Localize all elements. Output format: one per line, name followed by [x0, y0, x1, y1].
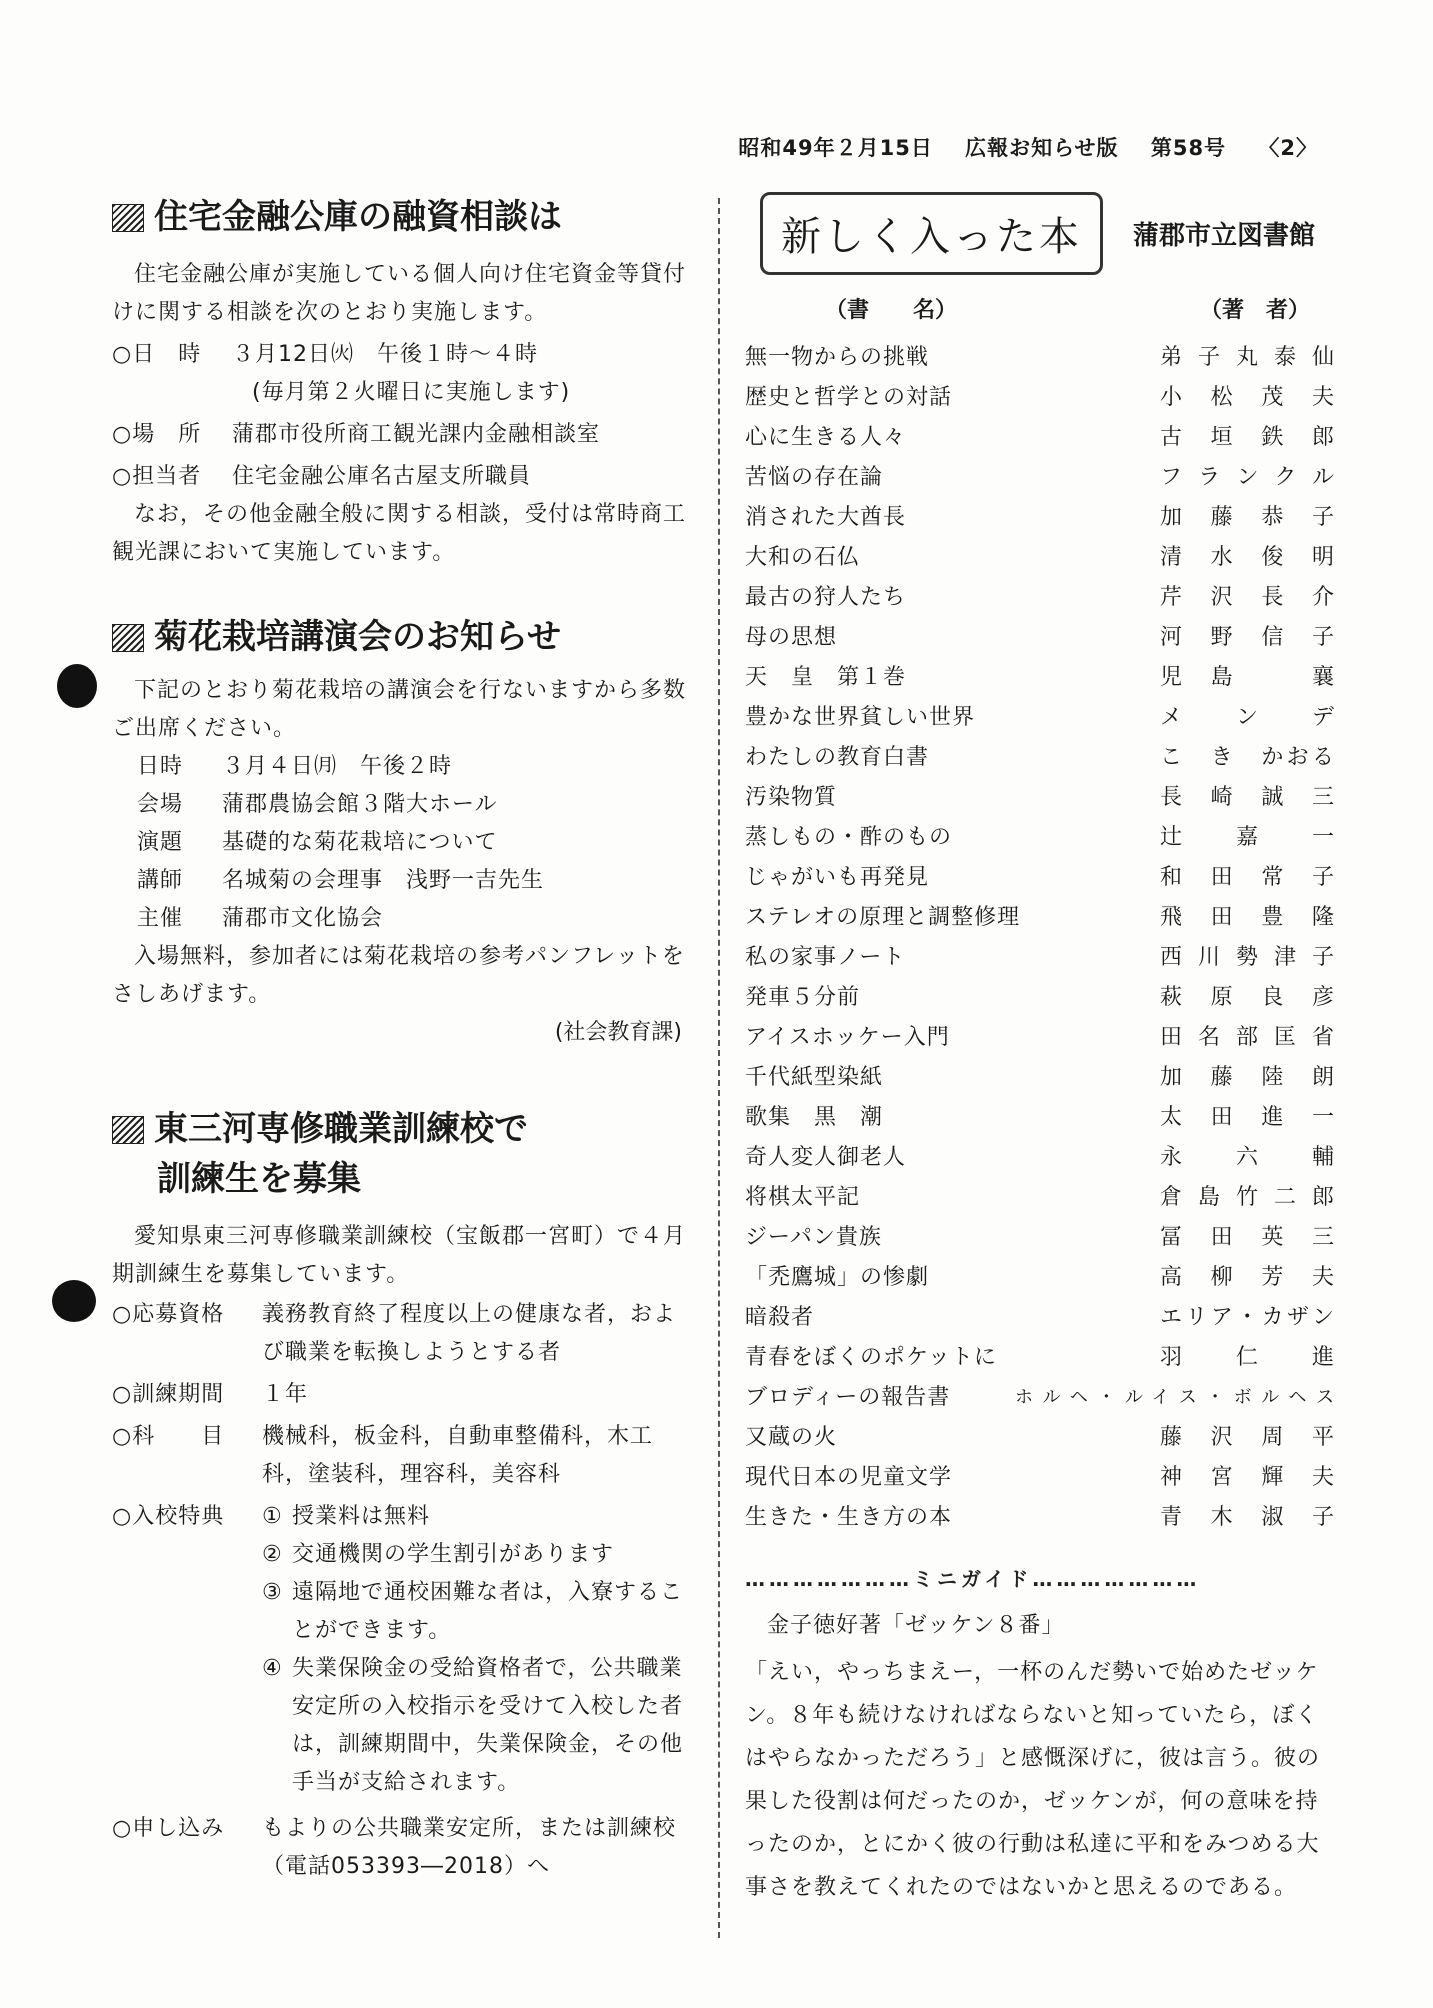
book-title: 歌集 黒 潮	[745, 1105, 884, 1130]
book-author: 永 六 輔	[1160, 1145, 1335, 1170]
book-author: 藤沢周平	[1160, 1425, 1335, 1450]
book-author: 萩原良彦	[1160, 985, 1335, 1010]
book-title: 暗殺者	[745, 1305, 815, 1330]
section-title: 東三河専修職業訓練校で	[112, 1104, 692, 1154]
book-title: 無一物からの挑戦	[745, 345, 930, 370]
mini-guide-text: 「えい，やっちまえー，一杯のんだ勢いで始めたゼッケン。８年も続けなければならないと知っていたら，ぼくはやらなかっただろう」と感慨深げに，彼は言う。彼の果した役割は何だったのか，ゼッケンが，何の意味を持ったのか，とにかく彼の行動は私達に平和をみつめる大事さを教えてくれたのではないかと思えるのである。	[745, 1660, 1321, 1900]
book-title: 私の家事ノート	[745, 945, 906, 970]
table-row	[745, 1058, 1335, 1098]
table-row	[745, 898, 1335, 938]
book-title: 「禿鷹城」の惨劇	[745, 1265, 930, 1290]
book-title: ブロディーの報告書	[745, 1385, 951, 1410]
column-header-title: （書 名）	[825, 298, 958, 323]
table-row	[745, 1418, 1335, 1458]
table-row	[745, 1218, 1335, 1258]
book-author: エリア・カザン	[1160, 1305, 1335, 1330]
book-title: 生きた・生き方の本	[745, 1505, 953, 1530]
table-row	[745, 1378, 1335, 1418]
table-row	[745, 1138, 1335, 1178]
chrysanthemum-section	[112, 612, 692, 1052]
book-author: メ ン デ	[1160, 705, 1335, 730]
table-row	[745, 1018, 1335, 1058]
info-note: (毎月第２火曜日に実施します)	[252, 380, 571, 405]
list-item: ② 交通機関の学生割引があります	[262, 1542, 615, 1567]
book-author: 辻 嘉 一	[1160, 825, 1335, 850]
book-author: 羽 仁 進	[1160, 1345, 1335, 1370]
book-author: 芹沢長介	[1160, 585, 1335, 610]
book-title: 蒸しもの・酢のもの	[745, 825, 953, 850]
info-row: 主催 蒲郡市文化協会	[137, 906, 384, 931]
book-author: 古垣鉄郎	[1160, 425, 1335, 450]
section-title: 住宅金融公庫の融資相談は	[112, 192, 692, 242]
section-note: なお，その他金融全般に関する相談，受付は常時商工観光課において実施しています。	[112, 502, 687, 565]
mini-guide-title: 金子徳好著「ゼッケン８番」	[767, 1613, 1065, 1638]
column-header-author: （著 者）	[1199, 298, 1310, 323]
book-author: 倉島竹二郎	[1160, 1185, 1335, 1210]
book-author: 清水俊明	[1160, 545, 1335, 570]
book-title: 苦悩の存在論	[745, 465, 884, 490]
library-name: 蒲郡市立図書館	[1133, 221, 1316, 251]
book-author: こ き かおる	[1160, 745, 1335, 770]
table-row	[745, 458, 1335, 498]
book-title: わたしの教育白書	[745, 745, 930, 770]
book-title: アイスホッケー入門	[745, 1025, 950, 1050]
book-title: 奇人変人御老人	[745, 1145, 907, 1170]
book-author: 加藤恭子	[1160, 505, 1335, 530]
book-title: 大和の石仏	[745, 545, 861, 570]
book-author: ホルヘ・ルイス・ボルヘス	[1015, 1387, 1335, 1408]
table-row	[745, 538, 1335, 578]
book-author: 和田常子	[1160, 865, 1335, 890]
info-row: ○申し込み もよりの公共職業安定所，または訓練校（電話053393―2018）へ	[112, 1816, 677, 1879]
hatch-icon	[112, 1116, 144, 1144]
table-row	[745, 938, 1335, 978]
section-note: 入場無料，参加者には菊花栽培の参考パンフレットをさしあげます。	[112, 944, 685, 1007]
list-item: ④ 失業保険金の受給資格者で，公共職業安定所の入校指示を受けて入校した者は，訓練期間中，失業保険金，その他手当が支給されます。	[262, 1656, 684, 1795]
page-number: 〈2〉	[1258, 136, 1318, 160]
table-row	[745, 1338, 1335, 1378]
section-intro: 下記のとおり菊花栽培の講演会を行ないますから多数ご出席ください。	[112, 678, 687, 741]
book-title: 母の思想	[745, 625, 838, 650]
hatch-icon	[112, 204, 144, 232]
ink-blot	[57, 664, 97, 708]
table-row	[745, 698, 1335, 738]
section-title: 菊花栽培講演会のお知らせ	[112, 612, 692, 662]
table-row	[745, 338, 1335, 378]
book-author: 神宮輝夫	[1160, 1465, 1335, 1490]
book-title: 発車５分前	[745, 985, 861, 1010]
table-row	[745, 1178, 1335, 1218]
book-list	[745, 338, 1335, 1538]
book-author: 加藤陸朗	[1160, 1065, 1335, 1090]
book-author: 児島 襄	[1160, 665, 1335, 690]
book-author: 西川勢津子	[1160, 945, 1335, 970]
vocational-school-section	[112, 1104, 692, 1886]
info-row: 会場 蒲郡農協会館３階大ホール	[137, 792, 498, 817]
info-row: ○担当者 住宅金融公庫名古屋支所職員	[112, 464, 532, 489]
table-row	[745, 618, 1335, 658]
table-row	[745, 1458, 1335, 1498]
column-divider	[718, 198, 720, 1938]
table-row	[745, 978, 1335, 1018]
book-title: 消された大酋長	[745, 505, 907, 530]
info-row: 演題 基礎的な菊花栽培について	[137, 830, 498, 855]
hatch-icon	[112, 624, 144, 652]
publication-title: 広報お知らせ版	[965, 136, 1119, 160]
book-table-header	[745, 293, 1335, 324]
list-item: ① 授業料は無料	[262, 1504, 431, 1529]
book-title: 青春をぼくのポケットに	[745, 1345, 997, 1370]
book-author: フランクル	[1160, 465, 1335, 490]
table-row	[745, 1098, 1335, 1138]
info-row: 講師 名城菊の会理事 浅野一吉先生	[137, 868, 545, 893]
library-header	[760, 192, 1335, 275]
book-title: 現代日本の児童文学	[745, 1465, 953, 1490]
table-row	[745, 818, 1335, 858]
book-title: 歴史と哲学との対話	[745, 385, 953, 410]
info-row: ○場 所 蒲郡市役所商工観光課内金融相談室	[112, 422, 601, 447]
book-author: 太田進一	[1160, 1105, 1335, 1130]
table-row	[745, 378, 1335, 418]
section-intro: 愛知県東三河専修職業訓練校（宝飯郡一宮町）で４月期訓練生を募集しています。	[112, 1224, 687, 1287]
book-author: 小松茂夫	[1160, 385, 1335, 410]
info-row: ○入校特典 ① 授業料は無料 ② 交通機関の学生割引があります ③ 遠隔地で通校困難な者は，入寮することができます。 ④ 失業保険金の受給資格者で，公共職業安定所の入校指示を受けて入校した者は，訓練期間中，失業保険金，その他手当が支給されます。	[112, 1498, 692, 1802]
book-author: 長崎誠三	[1160, 785, 1335, 810]
right-column	[745, 192, 1335, 1909]
book-title: 汚染物質	[745, 785, 838, 810]
book-author: 飛田豊隆	[1160, 905, 1335, 930]
book-author: 高柳芳夫	[1160, 1265, 1335, 1290]
table-row	[745, 578, 1335, 618]
table-row	[745, 418, 1335, 458]
table-row	[745, 778, 1335, 818]
new-books-title: 新しく入った本	[760, 192, 1103, 275]
book-title: ジーパン貴族	[745, 1225, 882, 1250]
table-row	[745, 858, 1335, 898]
book-title: じゃがいも再発見	[745, 865, 930, 890]
book-title: 天 皇 第１巻	[745, 665, 907, 690]
page-header	[714, 132, 1318, 162]
table-row	[745, 1498, 1335, 1538]
organizer-credit: (社会教育課)	[554, 1020, 682, 1045]
book-author: 河野信子	[1160, 625, 1335, 650]
info-row: ○訓練期間 １年	[112, 1382, 309, 1407]
book-author: 弟子丸泰仙	[1160, 345, 1335, 370]
table-row	[745, 1258, 1335, 1298]
mini-guide-heading: …………………ミニガイド…………………	[745, 1567, 1201, 1591]
info-row: ○日 時 ３月12日㈫ 午後１時～４時	[112, 342, 538, 367]
list-item: ③ 遠隔地で通校困難な者は，入寮することができます。	[262, 1580, 684, 1643]
book-title: 心に生きる人々	[745, 425, 907, 450]
book-title: ステレオの原理と調整修理	[745, 905, 1021, 930]
book-title: 最古の狩人たち	[745, 585, 907, 610]
ink-blot	[52, 1280, 96, 1322]
book-title: 千代紙型染紙	[745, 1065, 884, 1090]
issue-number: 第58号	[1150, 136, 1227, 160]
section-title-line2: 訓練生を募集	[157, 1159, 361, 1199]
book-author: 冨田英三	[1160, 1225, 1335, 1250]
table-row	[745, 738, 1335, 778]
table-row	[745, 658, 1335, 698]
table-row	[745, 1298, 1335, 1338]
issue-date: 昭和49年２月15日	[738, 136, 933, 160]
benefit-list	[262, 1498, 692, 1802]
housing-loan-section	[112, 192, 692, 572]
book-title: 又蔵の火	[745, 1425, 838, 1450]
book-author: 田名部匡省	[1160, 1025, 1335, 1050]
info-row: 日時 ３月４日㈪ 午後２時	[137, 754, 453, 779]
info-row: ○応募資格 義務教育終了程度以上の健康な者，および職業を転換しようとする者	[112, 1302, 677, 1365]
book-title: 将棋太平記	[745, 1185, 861, 1210]
table-row	[745, 498, 1335, 538]
book-title: 豊かな世界貧しい世界	[745, 705, 976, 730]
section-intro: 住宅金融公庫が実施している個人向け住宅資金等貸付けに関する相談を次のとおり実施します。	[112, 262, 687, 325]
left-column	[112, 192, 692, 1886]
book-author: 青木淑子	[1160, 1505, 1335, 1530]
info-row: ○科 目 機械科，板金科，自動車整備科，木工科，塗装科，理容科，美容科	[112, 1424, 654, 1487]
